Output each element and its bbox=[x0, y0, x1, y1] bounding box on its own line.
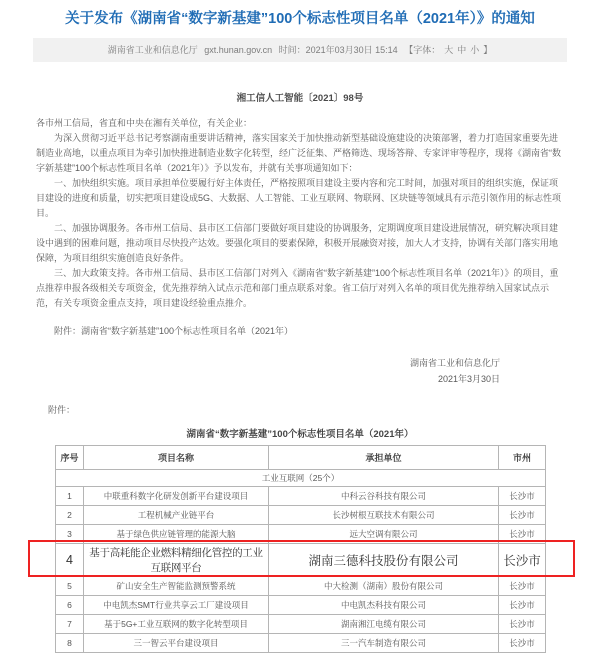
table-header-row bbox=[56, 445, 546, 469]
cell-city: 长沙市 bbox=[499, 486, 546, 505]
font-size-medium[interactable]: 中 bbox=[457, 44, 467, 55]
cell-no: 1 bbox=[56, 486, 84, 505]
salutation: 各市州工信局，省直和中央在湘有关单位，有关企业： bbox=[36, 117, 253, 128]
cell-no: 2 bbox=[56, 505, 84, 524]
cell-company: 中大检测（湖南）股份有限公司 bbox=[269, 576, 499, 595]
table-row bbox=[56, 614, 546, 633]
cell-company: 长沙树根互联技术有限公司 bbox=[269, 505, 499, 524]
table-row bbox=[56, 595, 546, 614]
document-number: 湘工信人工智能〔2021〕98号 bbox=[236, 92, 364, 104]
cell-no: 3 bbox=[56, 524, 84, 543]
page-title: 关于发布《湖南省“数字新基建”100个标志性项目名单（2021年）》的通知 bbox=[65, 11, 535, 27]
header-project: 项目名称 bbox=[84, 445, 269, 469]
cell-city: 长沙市 bbox=[499, 543, 546, 576]
cell-city: 长沙市 bbox=[499, 614, 546, 633]
meta-bar bbox=[33, 38, 567, 62]
header-city: 市州 bbox=[499, 445, 546, 469]
table-row bbox=[56, 524, 546, 543]
meta-time: 时间：2021年03月30日 15:14 bbox=[278, 44, 398, 55]
cell-no: 5 bbox=[56, 576, 84, 595]
meta-source: 湖南省工业和信息化厅 bbox=[107, 44, 198, 55]
cell-project: 中电凯杰SMT行业共享云工厂建设项目 bbox=[84, 595, 269, 614]
issuer-name: 湖南省工业和信息化厅 bbox=[409, 357, 500, 368]
issue-date: 2021年3月30日 bbox=[437, 373, 500, 384]
cell-project: 基于绿色供应链管理的能源大脑 bbox=[84, 524, 269, 543]
table-row bbox=[56, 576, 546, 595]
table-section-row bbox=[56, 469, 546, 486]
cell-company: 中科云谷科技有限公司 bbox=[269, 486, 499, 505]
cell-project: 基于5G+工业互联网的数字化转型项目 bbox=[84, 614, 269, 633]
cell-company: 远大空调有限公司 bbox=[269, 524, 499, 543]
font-size-label-end: 】 bbox=[483, 44, 493, 55]
section-label: 工业互联网（25个） bbox=[56, 469, 546, 486]
cell-city: 长沙市 bbox=[499, 633, 546, 652]
cell-no: 8 bbox=[56, 633, 84, 652]
paragraph-item-2: 二、加强协调服务。各市州工信局、县市区工信部门要做好项目建设的协调服务，定期调度项目建设进展情况，研究解决项目建设中遇到的困难问题，推动项目尽快投产达效。要强化项目的要素保障，积极开展融资对接，加大人才支持，协调有关部门落实用地保障，为项目组织实施创造良好条件。 bbox=[36, 222, 559, 263]
cell-company: 中电凯杰科技有限公司 bbox=[269, 595, 499, 614]
meta-site: gxt.hunan.gov.cn bbox=[204, 44, 273, 55]
cell-no: 7 bbox=[56, 614, 84, 633]
cell-project: 工程机械产业链平台 bbox=[84, 505, 269, 524]
table-row bbox=[56, 505, 546, 524]
paragraph-item-1: 一、加快组织实施。项目承担单位要履行好主体责任，严格按照项目建设主要内容和完工时间，加强对项目的组织实施，保证项目建设的进度和质量，切实把项目建设成5G、大数据、人工智能、工业互联网、物联网、区块链等领域具有示范引领作用的标志性项目。 bbox=[36, 177, 562, 218]
cell-project: 三一智云平台建设项目 bbox=[84, 633, 269, 652]
paragraph-intro: 为深入贯彻习近平总书记考察湖南重要讲话精神，落实国家关于加快推动新型基础设施建设的决策部署，着力打造国家重要先进制造业高地，以重点项目为牵引加快推进制造业数字化转型，经广泛征集、严格筛选、现场答辩、专家评审等程序，现将《湖南省“数字新基建”100个标志性项目名单（2021年）》予以发布，并就有关事项通知如下： bbox=[36, 132, 562, 173]
cell-city: 长沙市 bbox=[499, 524, 546, 543]
cell-city: 长沙市 bbox=[499, 595, 546, 614]
cell-project: 基于高耗能企业燃料精细化管控的工业互联网平台 bbox=[84, 543, 269, 576]
attachment-reference: 附件：湖南省“数字新基建”100个标志性项目名单（2021年） bbox=[54, 325, 294, 336]
font-size-label: 【字体： bbox=[404, 44, 441, 55]
cell-no: 6 bbox=[56, 595, 84, 614]
attachment-label: 附件： bbox=[48, 404, 76, 415]
paragraph-item-3: 三、加大政策支持。各市州工信局、县市区工信部门对列入《湖南省“数字新基建”100个标志性项目名单（2021年）》的项目，重点推荐申报各级相关专项资金，优先推荐纳入试点示范和部门重点联系对象。省工信厅对列入名单的项目优先推荐纳入国家试点示范，有关专项资金重点支持，项目建设经验重点推介。 bbox=[36, 267, 559, 308]
header-no: 序号 bbox=[56, 445, 84, 469]
table-row bbox=[56, 486, 546, 505]
cell-project: 中联重科数字化研发创新平台建设项目 bbox=[84, 486, 269, 505]
font-size-small[interactable]: 小 bbox=[470, 44, 480, 55]
cell-company: 湖南湘江电缆有限公司 bbox=[269, 614, 499, 633]
project-table-wrap bbox=[55, 445, 545, 653]
document-body bbox=[36, 116, 564, 339]
cell-city: 长沙市 bbox=[499, 576, 546, 595]
signature-block bbox=[0, 355, 500, 387]
table-row bbox=[56, 633, 546, 652]
project-table bbox=[55, 445, 546, 653]
table-title: 湖南省“数字新基建”100个标志性项目名单（2021年） bbox=[186, 428, 414, 440]
cell-project: 矿山安全生产智能监测预警系统 bbox=[84, 576, 269, 595]
font-size-large[interactable]: 大 bbox=[444, 44, 454, 55]
header-company: 承担单位 bbox=[269, 445, 499, 469]
cell-company: 湖南三德科技股份有限公司 bbox=[269, 543, 499, 576]
cell-city: 长沙市 bbox=[499, 505, 546, 524]
cell-company: 三一汽车制造有限公司 bbox=[269, 633, 499, 652]
table-row-highlighted bbox=[56, 543, 546, 576]
cell-no: 4 bbox=[56, 543, 84, 576]
